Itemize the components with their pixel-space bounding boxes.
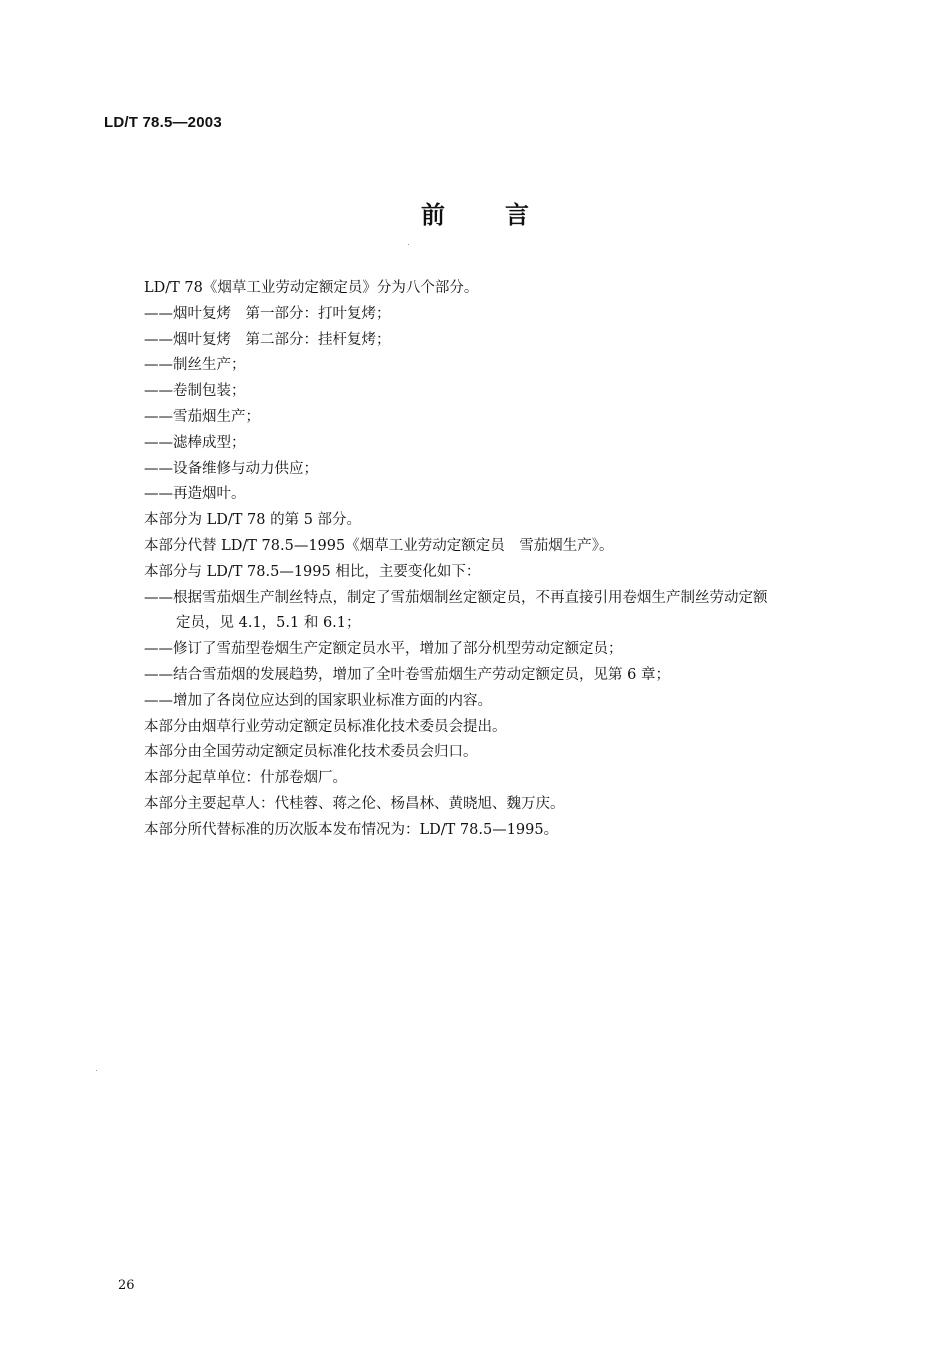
title-char-1: 前 xyxy=(421,201,445,229)
change-item-1-continued: 定员，见 4.1，5.1 和 6.1； xyxy=(176,615,361,632)
foreword-body xyxy=(144,276,884,844)
page-number: 26 xyxy=(118,1278,135,1293)
change-item-2: ——修订了雪茄型卷烟生产定额定员水平，增加了部分机型劳动定额定员； xyxy=(144,641,623,658)
paragraph-centralized: 本部分由全国劳动定额定员标准化技术委员会归口。 xyxy=(144,744,478,761)
paragraph-replaces: 本部分代替 LD/T 78.5—1995《烟草工业劳动定额定员 雪茄烟生产》。 xyxy=(144,537,614,554)
change-item-1: ——根据雪茄烟生产制丝特点，制定了雪茄烟制丝定额定员，不再直接引用卷烟生产制丝劳动定额 xyxy=(144,589,768,606)
scan-speck xyxy=(408,244,409,245)
list-item-part-5: ——雪茄烟生产； xyxy=(144,408,260,425)
paragraph-changes: 本部分与 LD/T 78.5—1995 相比，主要变化如下： xyxy=(144,563,481,580)
scan-speck xyxy=(96,1070,97,1071)
change-item-3: ——结合雪茄烟的发展趋势，增加了全叶卷雪茄烟生产劳动定额定员，见第 6 章； xyxy=(144,666,670,683)
list-item-part-3: ——制丝生产； xyxy=(144,357,246,374)
list-item-part-6: ——滤棒成型； xyxy=(144,434,246,451)
paragraph-part-number: 本部分为 LD/T 78 的第 5 部分。 xyxy=(144,512,362,529)
list-item-part-2: ——烟叶复烤 第二部分：挂杆复烤； xyxy=(144,331,391,348)
standard-code: LD/T 78.5—2003 xyxy=(104,114,222,131)
change-item-4: ——增加了各岗位应达到的国家职业标准方面的内容。 xyxy=(144,692,492,709)
paragraph-drafting-unit: 本部分起草单位：什邡卷烟厂。 xyxy=(144,770,347,787)
list-item-part-7: ——设备维修与动力供应； xyxy=(144,460,318,477)
paragraph-drafters: 本部分主要起草人：代桂蓉、蒋之伦、杨昌林、黄晓旭、魏万庆。 xyxy=(144,795,565,812)
list-item-part-4: ——卷制包装； xyxy=(144,383,246,400)
paragraph-proposer: 本部分由烟草行业劳动定额定员标准化技术委员会提出。 xyxy=(144,718,507,735)
paragraph-intro: LD/T 78《烟草工业劳动定额定员》分为八个部分。 xyxy=(144,280,479,296)
list-item-part-8: ——再造烟叶。 xyxy=(144,486,246,503)
list-item-part-1: ——烟叶复烤 第一部分：打叶复烤； xyxy=(144,305,391,322)
title-char-2: 言 xyxy=(505,201,529,229)
paragraph-history: 本部分所代替标准的历次版本发布情况为：LD/T 78.5—1995。 xyxy=(144,821,559,838)
page-title xyxy=(0,195,950,230)
